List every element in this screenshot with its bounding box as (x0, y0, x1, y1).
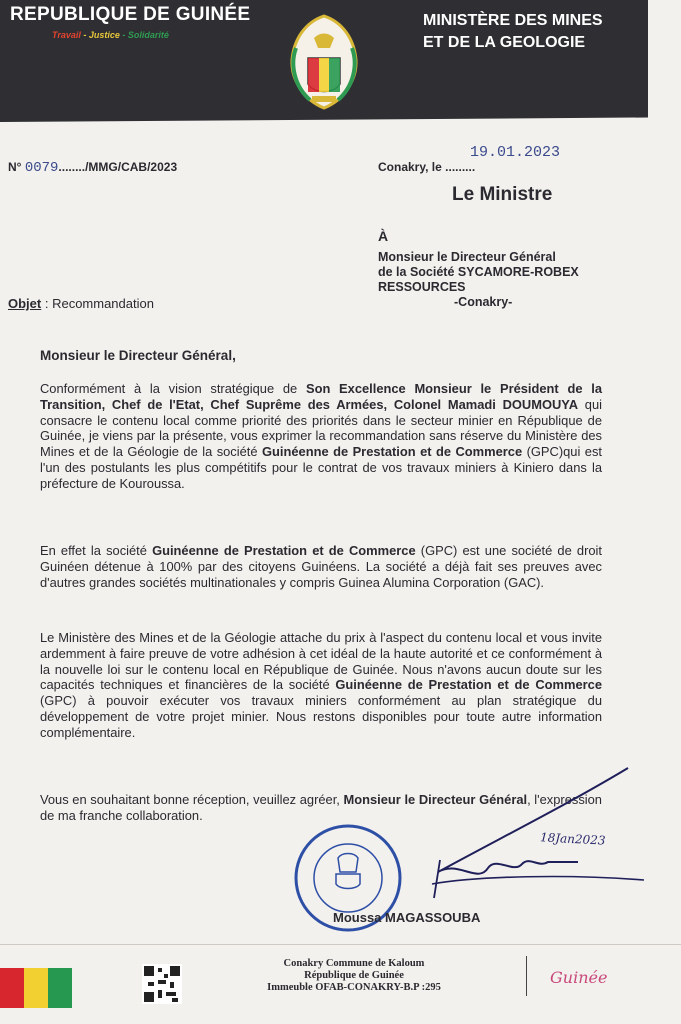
footer-divider (0, 944, 681, 945)
handwritten-date: 18Jan2023 (539, 830, 606, 848)
footer-address (224, 958, 484, 994)
motto-separator: - (119, 30, 128, 40)
flag-red-band (0, 968, 24, 1008)
ministry-title (423, 10, 603, 54)
letter-date: 19.01.2023 (470, 144, 561, 161)
signatory-name: Moussa MAGASSOUBA (333, 910, 481, 925)
subject-line (8, 296, 154, 311)
handwritten-signature-icon (418, 764, 648, 914)
motto-justice: Justice (88, 30, 120, 40)
flag-yellow-band (24, 968, 48, 1008)
date-dots: ......... (445, 160, 476, 174)
ministry-line-2: ET DE LA GEOLOGIE (423, 34, 586, 51)
flag-green-band (48, 968, 72, 1008)
recipient-line-2: de la Société SYCAMORE-ROBEX (378, 265, 579, 279)
footer-line-2: République de Guinée (304, 970, 404, 981)
guinea-flag-icon (0, 968, 72, 1008)
footer-separator (526, 956, 527, 996)
footer-line-1: Conakry Commune de Kaloum (283, 958, 425, 969)
footer-line-3: Immeuble OFAB-CONAKRY-B.P :295 (267, 982, 441, 993)
republic-title: REPUBLIQUE DE GUINÉE (10, 4, 251, 25)
ministry-line-1: MINISTÈRE DES MINES (423, 12, 603, 29)
reference-suffix: /MMG/CAB/2023 (85, 160, 178, 174)
paragraph-3: Le Ministère des Mines et de la Géologie attache du prix à l'aspect du contenu local et vous invite ardemment à faire preuve de votre adhésion à cet idéal de la haute autorité et ce conformément à la nouvelle loi sur le contenu local en République de Guinée. Nous n'avons aucun doute sur les capacités techniques et financières de la société Guinéenne de Prestation et de Commerce (GPC) à pouvoir exécuter vos travaux miniers conformément au plan stratégique du développement de votre projet minier. Nous restons disponibles pour toute autre information complémentaire. (40, 630, 602, 740)
subject-value: : Recommandation (41, 296, 154, 311)
salutation: Monsieur le Directeur Général, (40, 348, 236, 363)
paragraph-2: En effet la société Guinéenne de Prestation et de Commerce (GPC) est une société de droit Guinéen détenue à 100% par des citoyens Guinéens. La société a déjà fait ses preuves avec d'autres grandes sociétés multinationales y compris Guinea Alumina Corporation (GAC). (40, 543, 602, 590)
reference-dots: ........ (58, 160, 86, 174)
subject-label: Objet (8, 296, 42, 311)
recipient-line-3: RESSOURCES (378, 280, 466, 294)
guinee-logo: Guinée (550, 968, 608, 987)
recipient-address (378, 250, 579, 310)
sender-title: Le Ministre (452, 184, 553, 205)
coat-of-arms-icon (276, 8, 372, 112)
national-motto (52, 30, 169, 40)
recipient-city: -Conakry- (454, 295, 513, 309)
place-label: Conakry, le ......... (378, 160, 476, 174)
recipient-to: À (378, 228, 389, 244)
reference-number (8, 160, 177, 176)
paragraph-1: Conformément à la vision stratégique de Son Excellence Monsieur le Président de la Transition, Chef de l'Etat, Chef Suprême des Armées, Colonel Mamadi DOUMOUYA qui consacre le contenu local comme priorité des priorités dans le secteur minier en République de Guinée, je viens par la présente, vous exprimer la recommandation sans réserve du Ministère des Mines et de la Géologie de la société Guinéenne de Prestation et de Commerce (GPC)qui est l'un des postulants les plus compétitifs pour le contrat de vos travaux miniers à Kiniero dans la préfecture de Kouroussa. (40, 381, 602, 491)
motto-solidarity: Solidarité (127, 30, 169, 40)
reference-prefix: N° (8, 160, 22, 174)
closing-paragraph: Vous en souhaitant bonne réception, veuillez agréer, Monsieur le Directeur Général, l'expression de ma franche collaboration. (40, 792, 602, 823)
recipient-line-1: Monsieur le Directeur Général (378, 250, 556, 264)
reference-value: 0079 (24, 160, 59, 176)
motto-separator: - (80, 30, 89, 40)
motto-work: Travail (52, 30, 81, 40)
qr-code-icon (142, 964, 182, 1004)
